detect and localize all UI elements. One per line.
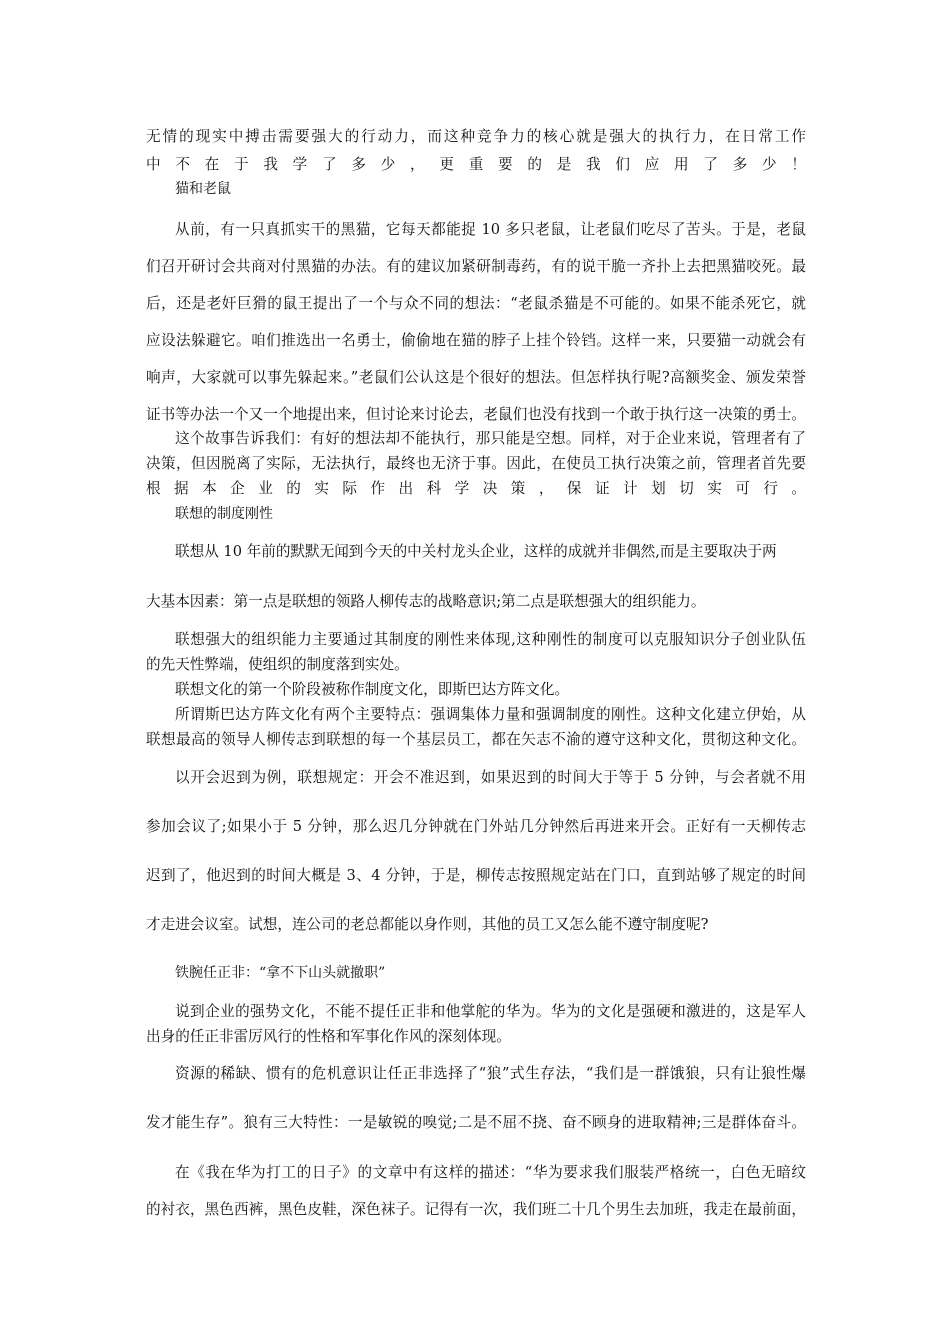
lesson-line-2: 决策，但因脱离了实际，无法执行，最终也无济于事。因此，在使员工执行决策之前，管理者首先要 [146, 455, 806, 472]
huawei-p3-line-2: 的衬衣，黑色西裤，黑色皮鞋，深色袜子。记得有一次，我们班二十几个男生去加班，我走在最前面， [146, 1201, 806, 1218]
lesson-line-3: 根据本企业的实际作出科学决策，保证计划切实可行。 [146, 480, 806, 497]
lenovo-p2-line-1: 联想强大的组织能力主要通过其制度的刚性来体现,这种刚性的制度可以克服知识分子创业队伍 [175, 631, 806, 648]
lenovo-p3: 联想文化的第一个阶段被称作制度文化，即斯巴达方阵文化。 [175, 681, 570, 698]
huawei-p2-line-2: 发才能生存”。狼有三大特性：一是敏锐的嗅觉;二是不屈不挠、奋不顾身的进取精神;三是群体奋斗。 [146, 1114, 806, 1131]
section-heading-lenovo: 联想的制度刚性 [175, 506, 273, 522]
lenovo-p1-line-1: 联想从 10 年前的默默无闻到今天的中关村龙头企业，这样的成就并非偶然,而是主要取决于两 [175, 543, 777, 560]
story-line-5: 响声，大家就可以事先躲起来。”老鼠们公认这是个很好的想法。但怎样执行呢?高额奖金、颁发荣誉 [146, 369, 806, 386]
story-line-1: 从前，有一只真抓实干的黑猫，它每天都能捉 10 多只老鼠，让老鼠们吃尽了苦头。于是，老鼠 [175, 221, 806, 238]
huawei-p3-line-1: 在《我在华为打工的日子》的文章中有这样的描述：“华为要求我们服装严格统一，白色无暗纹 [175, 1164, 806, 1181]
story-line-6: 证书等办法一个又一个地提出来，但讨论来讨论去，老鼠们也没有找到一个敢于执行这一决策的勇士。 [146, 406, 806, 423]
huawei-p1-line-2: 出身的任正非雷厉风行的性格和军事化作风的深刻体现。 [146, 1028, 511, 1045]
lenovo-p5-line-4: 才走进会议室。试想，连公司的老总都能以身作则，其他的员工又怎么能不遵守制度呢? [146, 916, 709, 933]
intro-line-2: 中不在于我学了多少，更重要的是我们应用了多少！ [146, 156, 806, 173]
story-line-3: 后，还是老奸巨猾的鼠王提出了一个与众不同的想法：“老鼠杀猫是不可能的。如果不能杀死它，就 [146, 295, 806, 312]
huawei-p2-line-1: 资源的稀缺、惯有的危机意识让任正非选择了“狼”式生存法，“我们是一群饿狼，只有让狼性爆 [175, 1065, 806, 1082]
lenovo-p4-line-2: 联想最高的领导人柳传志到联想的每一个基层员工，都在矢志不渝的遵守这种文化，贯彻这种文化。 [146, 731, 806, 748]
section-heading-cat-mouse: 猫和老鼠 [175, 181, 231, 197]
section-heading-huawei: 铁腕任正非：“拿不下山头就撤职” [175, 965, 386, 981]
lenovo-p4-line-1: 所谓斯巴达方阵文化有两个主要特点：强调集体力量和强调制度的刚性。这种文化建立伊始，从 [175, 706, 806, 723]
huawei-p1-line-1: 说到企业的强势文化，不能不提任正非和他掌舵的华为。华为的文化是强硬和激进的，这是军人 [175, 1003, 806, 1020]
lesson-line-1: 这个故事告诉我们：有好的想法却不能执行，那只能是空想。同样，对于企业来说，管理者有了 [175, 430, 806, 447]
lenovo-p1-line-2: 大基本因素：第一点是联想的领路人柳传志的战略意识;第二点是联想强大的组织能力。 [146, 593, 706, 610]
lenovo-p5-line-1: 以开会迟到为例，联想规定：开会不准迟到，如果迟到的时间大于等于 5 分钟，与会者就不用 [175, 769, 806, 786]
story-line-4: 应设法躲避它。咱们推选出一名勇士，偷偷地在猫的脖子上挂个铃铛。这样一来，只要猫一动就会有 [146, 332, 806, 349]
lenovo-p2-line-2: 的先天性弊端，使组织的制度落到实处。 [146, 656, 409, 673]
lenovo-p5-line-3: 迟到了，他迟到的时间大概是 3、4 分钟，于是，柳传志按照规定站在门口，直到站够了规定的时间 [146, 867, 806, 884]
story-line-2: 们召开研讨会共商对付黑猫的办法。有的建议加紧研制毒药，有的说干脆一齐扑上去把黑猫咬死。最 [146, 258, 806, 275]
intro-line-1: 无情的现实中搏击需要强大的行动力，而这种竞争力的核心就是强大的执行力，在日常工作 [146, 128, 806, 145]
lenovo-p5-line-2: 参加会议了;如果小于 5 分钟，那么迟几分钟就在门外站几分钟然后再进来开会。正好有一天柳传志 [146, 818, 806, 835]
